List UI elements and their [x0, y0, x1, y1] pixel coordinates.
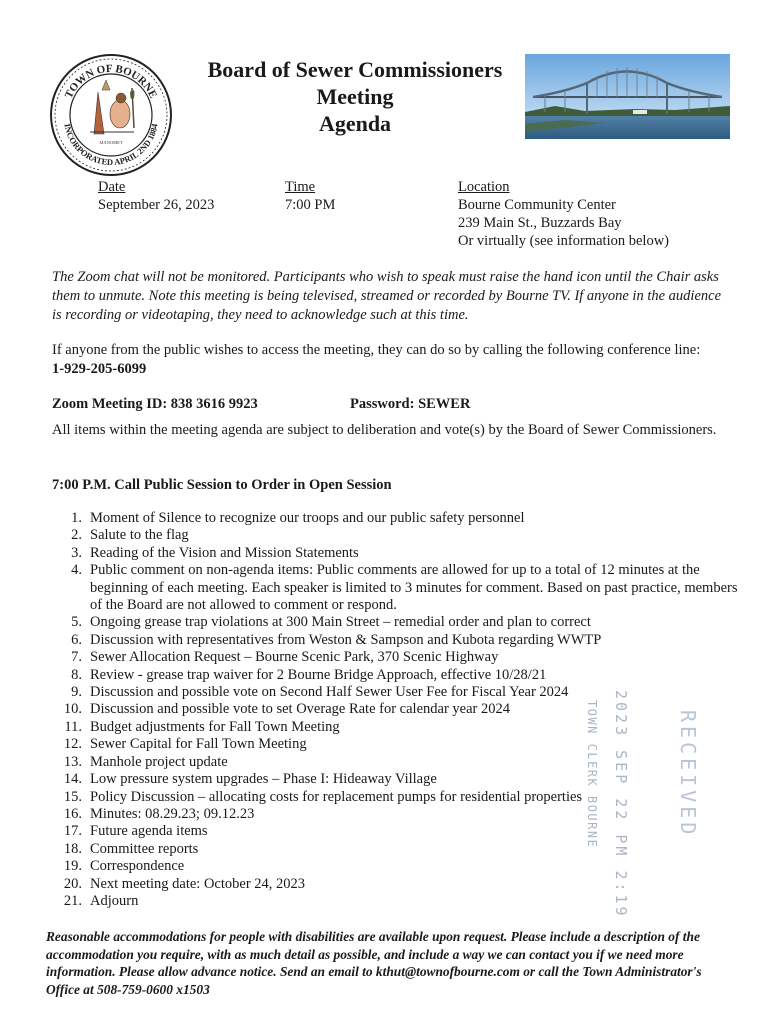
town-seal-logo	[48, 52, 174, 178]
time-column	[285, 178, 335, 214]
time-label: Time	[285, 179, 316, 195]
seal-top-text: TOWN OF BOURNE	[62, 62, 160, 101]
agenda-item: 2. Salute to the flag	[71, 527, 189, 544]
agenda-item: 18. Committee reports	[63, 840, 199, 857]
session-heading: 7:00 P.M. Call Public Session to Order in Open Session	[52, 477, 392, 493]
date-label: Date	[98, 179, 126, 195]
agenda-item: 5. Ongoing grease trap violations at 300 Main Street – remedial order and plan to correct	[71, 614, 591, 631]
location-line: Or virtually (see information below)	[458, 233, 669, 249]
town-clerk-stamp: TOWN CLERK BOURNE	[585, 700, 599, 849]
agenda-item: 14. Low pressure system upgrades – Phase I: Hideaway Village	[63, 771, 437, 788]
location-column	[458, 178, 669, 250]
agenda-item: 13. Manhole project update	[63, 753, 228, 770]
title-line-2: Meeting	[316, 84, 394, 109]
meeting-time: 7:00 PM	[285, 197, 336, 213]
agenda-item: 15. Policy Discussion – allocating costs for replacement pumps for residential properties	[63, 788, 583, 805]
agenda-item: 19. Correspondence	[63, 858, 185, 875]
agenda-item: 21. Adjourn	[63, 892, 139, 909]
location-line: 239 Main St., Buzzards Bay	[458, 215, 622, 231]
zoom-password: Password: SEWER	[350, 396, 471, 412]
agenda-item: 3. Reading of the Vision and Mission Statements	[71, 544, 359, 561]
agenda-list	[52, 510, 742, 910]
agenda-item: 11. Budget adjustments for Fall Town Meeting	[64, 718, 340, 735]
agenda-item: 17. Future agenda items	[63, 823, 208, 840]
deliberation-notice: All items within the meeting agenda are subject to deliberation and vote(s) by the Board of Sewer Commissioners.	[52, 422, 717, 438]
agenda-item: 7. Sewer Allocation Request – Bourne Scenic Park, 370 Scenic Highway	[71, 649, 499, 666]
document-title	[190, 56, 520, 137]
agenda-item: 4. Public comment on non-agenda items: Public comments are allowed for up to a total of 12 minutes at the beginning of each meeting. Each speaker is limited to 3 minutes for comment. Based on past practice, members of the Board are not allowed to comment or respond.	[71, 562, 738, 614]
seal-bottom-text: INCORPORATED APRIL 2ND 1884	[62, 122, 160, 168]
received-date-stamp: 2023 SEP 22 PM 2:19	[612, 690, 630, 919]
agenda-item: 8. Review - grease trap waiver for 2 Bourne Bridge Approach, effective 10/28/21	[71, 666, 547, 683]
agenda-item: 6. Discussion with representatives from Weston & Sampson and Kubota regarding WWTP	[71, 631, 602, 648]
agenda-item: 12. Sewer Capital for Fall Town Meeting	[63, 736, 307, 753]
agenda-item: 1. Moment of Silence to recognize our troops and our public safety personnel	[71, 510, 525, 526]
conference-phone-number: 1-929-205-6099	[52, 361, 147, 377]
zoom-meeting-id: Zoom Meeting ID: 838 3616 9923	[52, 396, 258, 412]
zoom-credentials	[52, 395, 732, 414]
bourne-bridge-photo	[525, 54, 730, 139]
agenda-item: 9. Discussion and possible vote on Second Half Sewer User Fee for Fiscal Year 2024	[71, 684, 569, 701]
agenda-item: 10. Discussion and possible vote to set Overage Rate for calendar year 2024	[63, 701, 510, 718]
phone-access-text: If anyone from the public wishes to access the meeting, they can do so by calling the following conference line:	[52, 342, 701, 358]
title-line-3: Agenda	[318, 111, 392, 136]
phone-access-paragraph	[52, 341, 732, 379]
location-label: Location	[458, 179, 510, 195]
received-stamp: RECEIVED	[676, 710, 700, 839]
agenda-item: 16. Minutes: 08.29.23; 09.12.23	[63, 805, 255, 822]
title-line-1: Board of Sewer Commissioners	[207, 57, 503, 82]
date-column	[98, 178, 214, 214]
zoom-chat-notice: The Zoom chat will not be monitored. Participants who wish to speak must raise the hand icon until the Chair asks them to unmute. Note this meeting is being televised, streamed or recorded by Bourne TV. If anyone in the audience is recording or videotaping, they need to acknowledge such at this time.	[52, 269, 722, 323]
location-line: Bourne Community Center	[458, 197, 616, 213]
seal-center-text: MANOMET	[99, 140, 123, 145]
agenda-item: 20. Next meeting date: October 24, 2023	[63, 875, 306, 892]
accommodations-footer: Reasonable accommodations for people with disabilities are available upon request. Please include a description of the accommodation you require, with as much detail as possible, and include a way we can contact you if we need more information. Please allow advance notice. Send an email to kthut@townofbourne.com or call the Town Administrator's Office at 508-759-0600 x1503	[46, 929, 702, 997]
meeting-date: September 26, 2023	[98, 197, 215, 213]
